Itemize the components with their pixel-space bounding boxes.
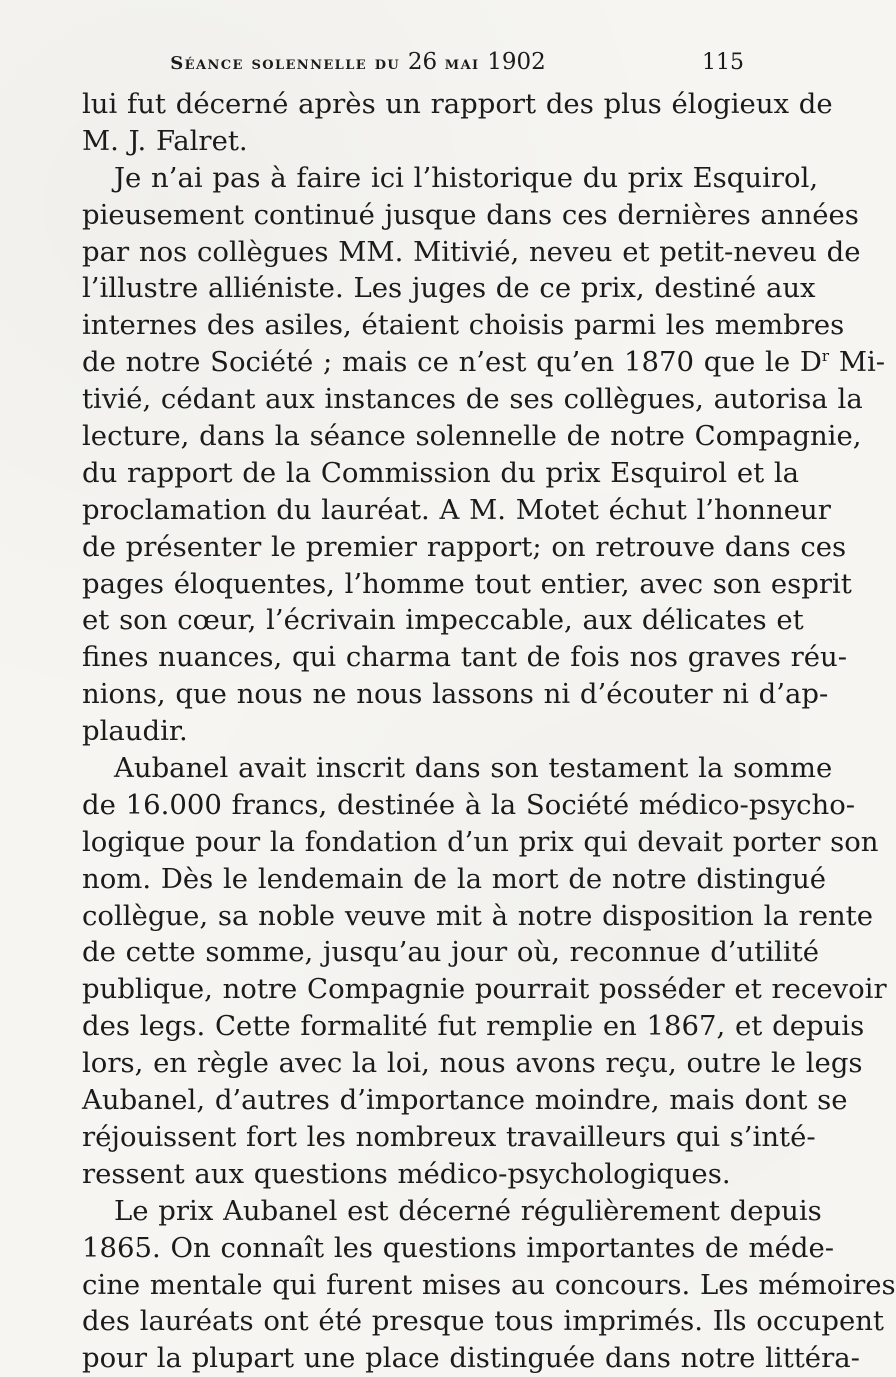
text-line <box>82 1340 860 1377</box>
text-line <box>82 934 820 971</box>
text-line-content: de présenter le premier rapport; on retrouve dans ces <box>82 530 847 563</box>
text-line <box>82 234 861 271</box>
text-line <box>82 492 831 529</box>
text-line-content: proclamation du lauréat. A M. Motet échut l’honneur <box>82 493 831 526</box>
text-line-content: du rapport de la Commission du prix Esquirol et la <box>82 456 800 489</box>
text-line <box>82 861 827 898</box>
text-line <box>82 787 856 824</box>
text-line-content: collègue, sa noble veuve mit à notre disposition la rente <box>82 899 874 932</box>
text-line-content: tivié, cédant aux instances de ses collègues, autorisa la <box>82 383 863 416</box>
text-line-content: publique, notre Compagnie pourrait posséder et recevoir <box>82 973 887 1006</box>
page-header <box>82 34 754 74</box>
text-line-content: logique pour la fondation d’un prix qui devait porter son <box>82 825 879 858</box>
text-line-content: pour la plupart une place distinguée dans notre littéra- <box>82 1342 860 1375</box>
text-line-content: lors, en règle avec la loi, nous avons reçu, outre le legs <box>82 1047 863 1080</box>
text-line <box>82 602 804 639</box>
text-line-continuation: Mi- <box>829 346 886 379</box>
text-line <box>82 639 848 676</box>
text-line <box>82 418 862 455</box>
running-head-date: 26 <box>407 49 438 75</box>
text-line-content: lui fut décerné après un rapport des plus élogieux de <box>82 88 833 120</box>
text-line-content: de cette somme, jusqu’au jour où, reconnue d’utilité <box>82 936 820 969</box>
body-text <box>82 86 896 1377</box>
text-line-content: ressent aux questions médico-psychologiques. <box>82 1157 731 1190</box>
text-line <box>82 971 887 1008</box>
text-line <box>82 1303 884 1340</box>
text-line-content: fines nuances, qui charma tant de fois nos graves réu- <box>82 641 848 674</box>
text-line-content: et son cœur, l’écrivain impeccable, aux délicates et <box>82 604 804 637</box>
text-line <box>82 270 816 307</box>
text-line <box>82 1119 816 1156</box>
text-line <box>82 529 847 566</box>
text-line <box>82 1230 835 1267</box>
text-line-content: des lauréats ont été presque tous imprimés. Ils occupent <box>82 1305 884 1338</box>
superscript: r <box>821 347 830 366</box>
running-head-before: Séance solennelle du <box>170 53 408 74</box>
text-line-content: Je n’ai pas à faire ici l’historique du prix Esquirol, <box>114 161 819 194</box>
text-line <box>82 455 800 492</box>
text-line-content: Aubanel avait inscrit dans son testament la somme <box>114 752 833 785</box>
page-number: 115 <box>702 50 744 75</box>
text-line <box>82 1082 848 1119</box>
text-line <box>82 344 886 381</box>
text-line <box>82 566 852 603</box>
text-line <box>82 123 754 160</box>
text-line <box>82 160 819 197</box>
text-line-content: 1865. On connaît les questions importantes de méde- <box>82 1231 835 1264</box>
text-line-content: réjouissent fort les nombreux travailleurs qui s’inté- <box>82 1120 816 1153</box>
text-line <box>82 1267 896 1304</box>
text-line-content: internes des asiles, étaient choisis parmi les membres <box>82 309 845 342</box>
text-line-content: nions, que nous ne nous lassons ni d’écouter ni d’ap- <box>82 678 829 711</box>
text-line <box>82 1156 754 1193</box>
text-line <box>82 898 874 935</box>
text-line-content: cine mentale qui furent mises au concours. Les mémoires <box>82 1268 896 1301</box>
text-line <box>82 86 833 123</box>
text-line <box>82 197 859 234</box>
text-line-content: des legs. Cette formalité fut remplie en 1867, et depuis <box>82 1010 865 1043</box>
text-line-content: M. J. Falret. <box>82 124 248 157</box>
text-line-content: par nos collègues MM. Mitivié, neveu et petit-neveu de <box>82 235 861 268</box>
text-line <box>82 713 754 750</box>
text-line-content: pieusement continué jusque dans ces dernières années <box>82 198 859 231</box>
text-line-content: l’illustre alliéniste. Les juges de ce prix, destiné aux <box>82 272 816 305</box>
text-line <box>82 1193 822 1230</box>
text-line <box>82 750 833 787</box>
text-line-content: lecture, dans la séance solennelle de notre Compagnie, <box>82 420 862 453</box>
text-line-content: Aubanel, d’autres d’importance moindre, mais dont se <box>82 1084 848 1117</box>
text-line-content: de notre Société ; mais ce n’est qu’en 1870 que le D <box>82 346 822 379</box>
running-head-middle: mai <box>437 53 488 74</box>
text-line-content: Le prix Aubanel est décerné régulièrement depuis <box>114 1194 822 1227</box>
running-head-year: 1902 <box>487 49 546 75</box>
text-line-content: pages éloquentes, l’homme tout entier, avec son esprit <box>82 567 852 600</box>
text-line <box>82 1008 865 1045</box>
text-line-content: plaudir. <box>82 715 188 748</box>
text-line <box>82 381 863 418</box>
text-line <box>82 1045 863 1082</box>
text-line-content: nom. Dès le lendemain de la mort de notre distingué <box>82 862 827 895</box>
text-line <box>82 307 845 344</box>
text-line <box>82 824 879 861</box>
running-head <box>170 51 546 74</box>
text-line-content: de 16.000 francs, destinée à la Société médico-psycho- <box>82 788 856 821</box>
text-line <box>82 676 829 713</box>
